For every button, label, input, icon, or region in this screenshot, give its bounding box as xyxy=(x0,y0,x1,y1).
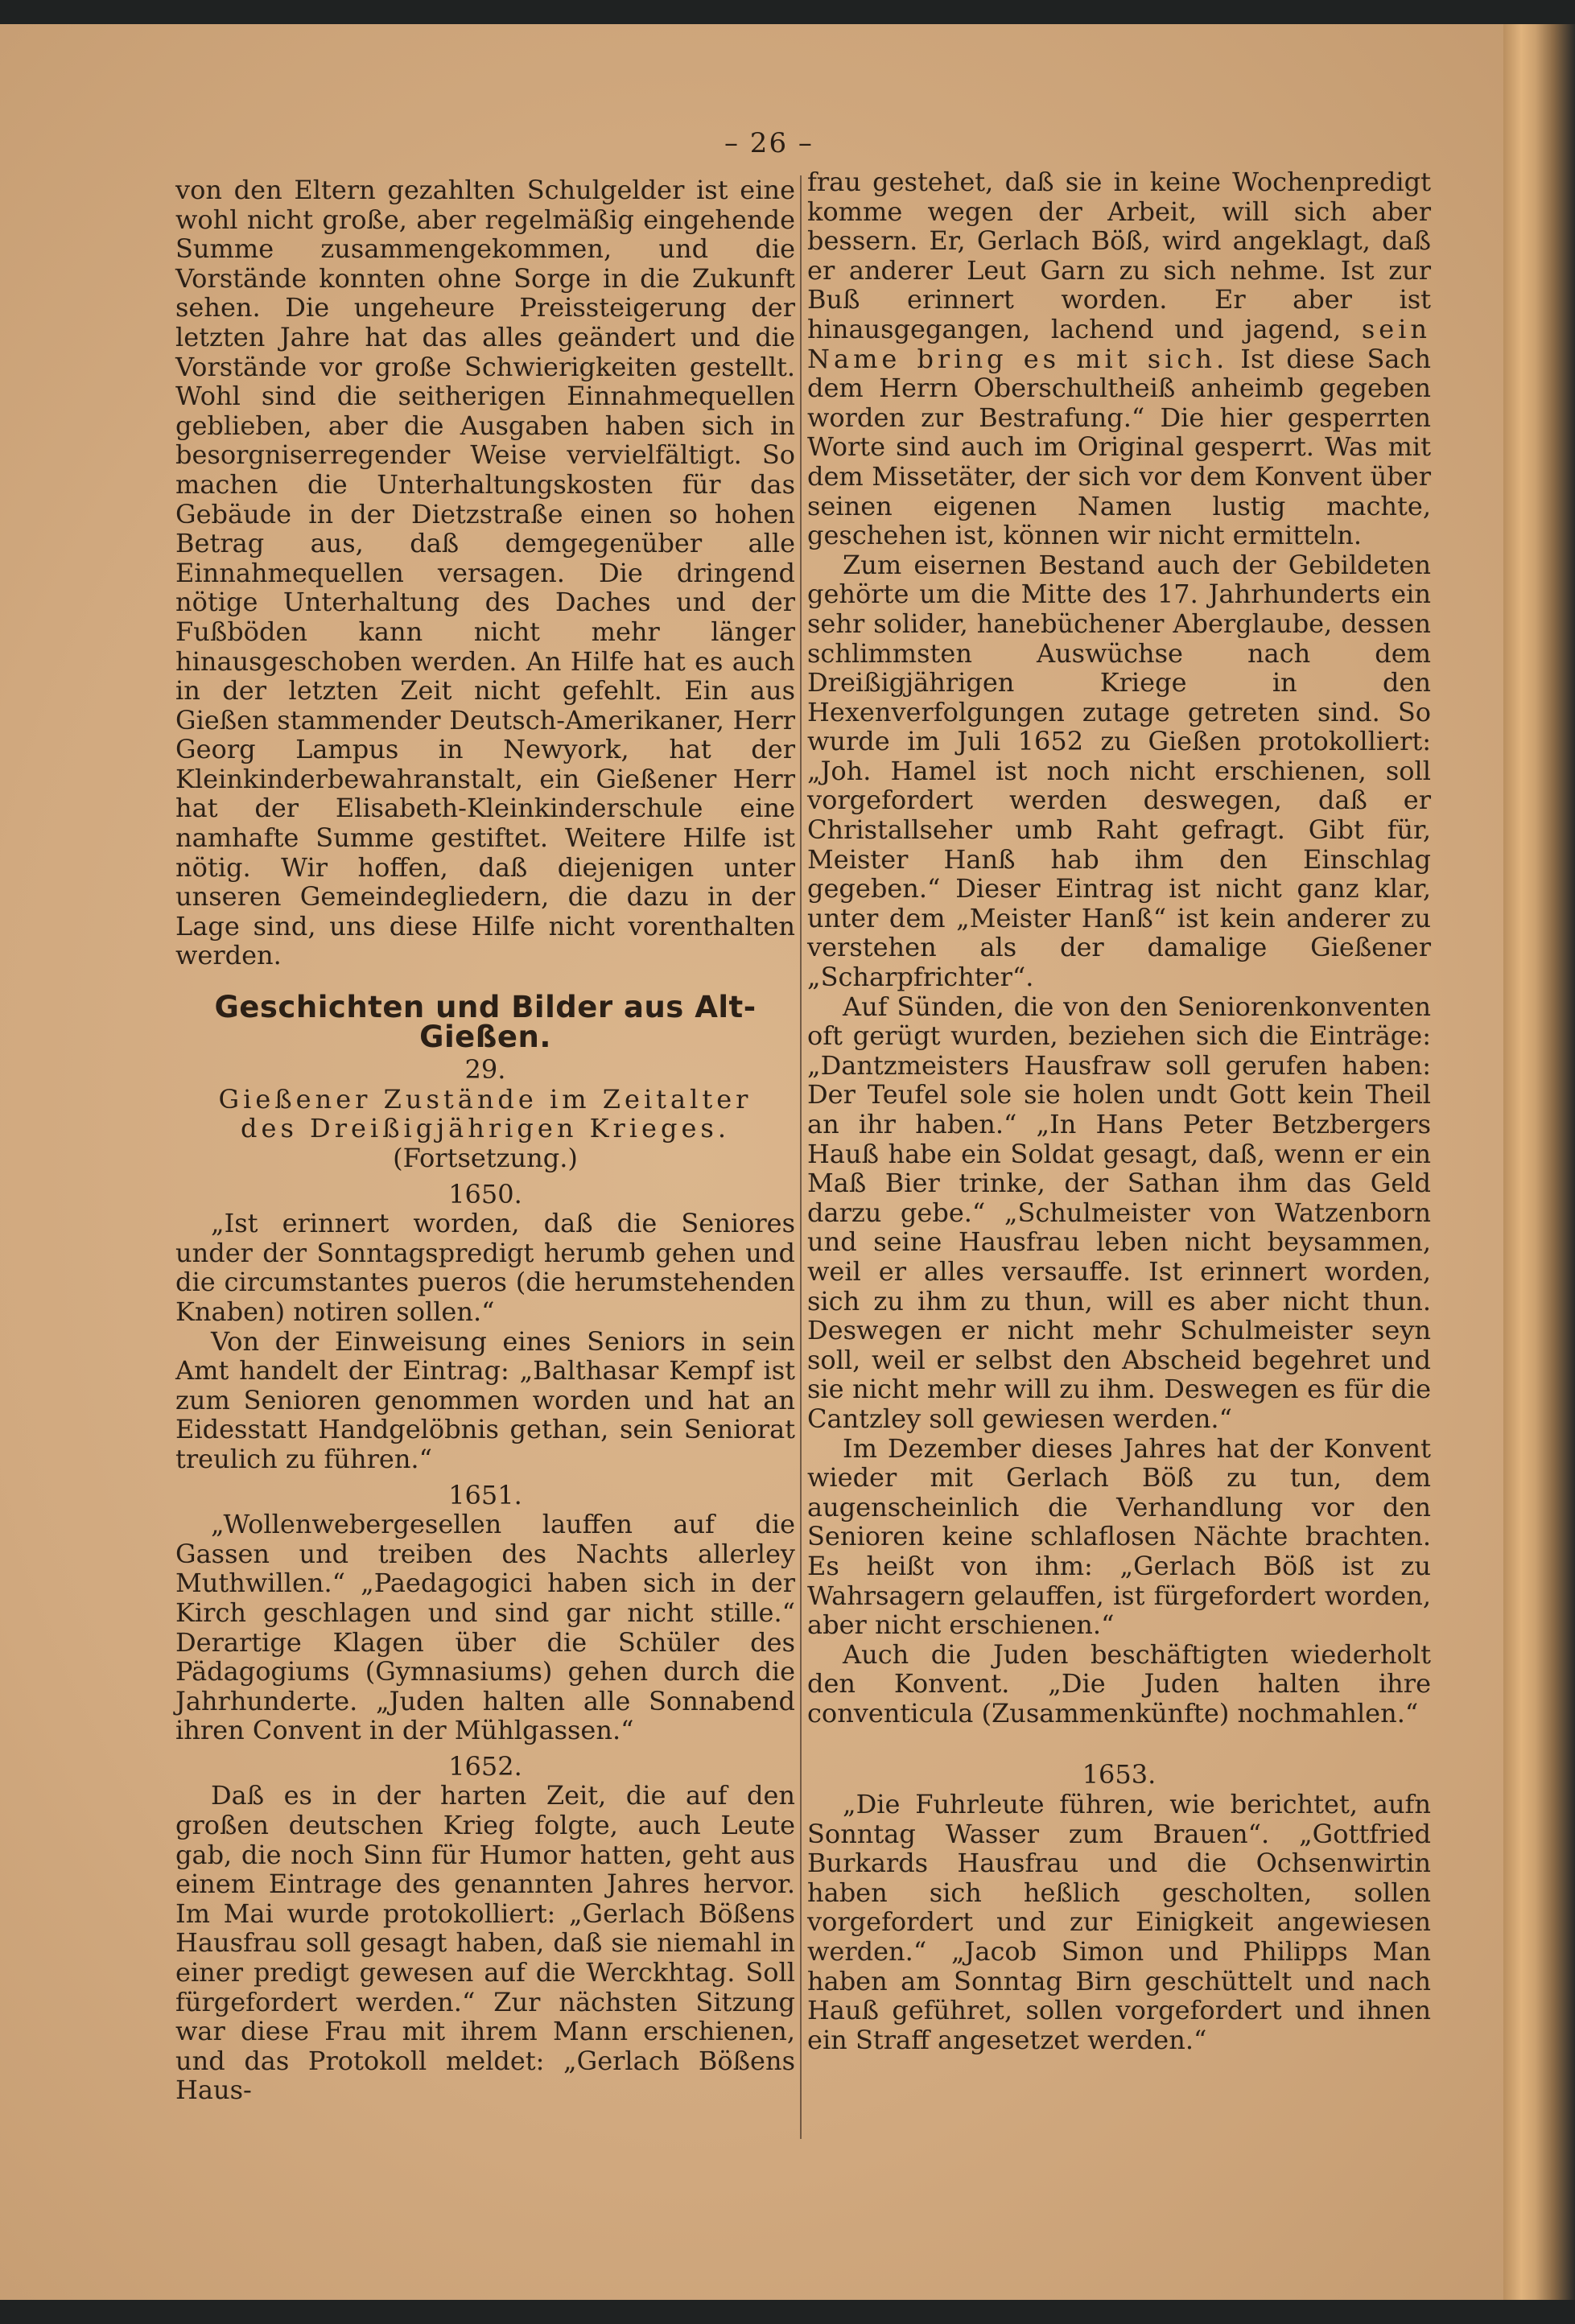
paragraph-continued xyxy=(807,167,1431,550)
paragraph-1650-b: Von der Einweisung eines Seniors in sein Amt handelt der Eintrag: „Balthasar Kempf ist zum Senioren genommen worden und hat an Eidesstatt Handgelöbnis gethan, sein Seniorat treulich zu führen.“ xyxy=(175,1325,795,1474)
year-heading-1650: 1650. xyxy=(448,1178,522,1209)
paragraph-dezember: Im Dezember dieses Jahres hat der Konvent wieder mit Gerlach Böß zu tun, dem augenscheinlich die Verhandlung vor den Senioren keine schlaflosen Nächte brachten. Es heißt von ihm: „Gerlach Böß ist zu Wahrsagern gelauffen, ist fürgefordert worden, aber nicht erschienen.“ xyxy=(807,1432,1431,1641)
intro-paragraph: von den Eltern gezahlten Schulgelder ist eine wohl nicht große, aber regelmäßig eingehende Summe zusammengekommen, und die Vorstände konnten ohne Sorge in die Zukunft sehen. Die ungeheure Preissteigerung der letzten Jahre hat das alles geändert und die Vorstände vor große Schwierigkeiten gestellt. Wohl sind die seitherigen Einnahmequellen geblieben, aber die Ausgaben haben sich in besorgniserregender Weise vervielfältigt. So machen die Unterhaltungskosten für das Gebäude in der Dietzstraße einen so hohen Betrag aus, daß demgegenüber alle Einnahmequellen versagen. Die dringend nötige Unterhaltung des Daches und der Fußböden kann nicht mehr länger hinausgeschoben werden. An Hilfe hat es auch in der letzten Zeit nicht gefehlt. Ein aus Gießen stammender Deutsch-Amerikaner, Herr Georg Lampus in Newyork, hat der Kleinkinderbewahranstalt, ein Gießener Herr hat der Elisabeth-Kleinkinderschule eine namhafte Summe gestiftet. Weitere Hilfe ist nötig. Wir hoffen, daß diejenigen unter unseren Gemeindegliedern, die dazu in der Lage sind, uns diese Hilfe nicht vorenthalten werden. xyxy=(175,175,795,971)
paragraph-1650-a: „Ist erinnert worden, daß die Seniores under der Sonntagspredigt herumb gehen und die circumstantes pueros (die herumstehenden Knaben) notiren sollen.“ xyxy=(175,1208,795,1327)
paragraph-1652: Daß es in der harten Zeit, die auf den großen deutschen Krieg folgte, auch Leute gab, die noch Sinn für Humor hatten, geht aus einem Eintrage des genannten Jahres hervor. Im Mai wurde protokolliert: „Gerlach Bößens Hausfrau soll gesagt haben, daß sie niemahl in einer predigt gewesen auf die Werckhtag. Soll fürgefordert werden.“ Zur nächsten Sitzung war diese Frau mit ihrem Mann erschienen, und das Protokoll meldet: „Gerlach Bößens Haus- xyxy=(175,1780,795,2106)
paragraph-aberglaube: Zum eisernen Bestand auch der Gebildeten gehörte um die Mitte des 17. Jahrhunderts ein sehr solider, hanebüchener Aberglaube, dessen schlimmsten Auswüchse nach dem Dreißigjährigen Kriege in den Hexenverfolgungen zutage getreten sind. So wurde im Juli 1652 zu Gießen protokolliert: „Joh. Hamel ist noch nicht erschienen, soll vorgefordert werden deswegen, daß er Christallseher umb Raht gefragt. Gibt für, Meister Hanß hab ihm den Einschlag gegeben.“ Dieser Eintrag ist nicht ganz klar, unter dem „Meister Hanß“ ist kein anderer zu verstehen als der damalige Gießener „Scharpfrichter“. xyxy=(807,549,1431,993)
column-divider xyxy=(800,175,802,2139)
spaced-quote: sein Name bring es mit sich. xyxy=(807,313,1432,374)
paragraph-suenden: Auf Sünden, die von den Seniorenkonventen oft gerügt wurden, beziehen sich die Einträge: „Dantzmeisters Hausfraw soll gerufen haben: Der Teufel sole sie holen undt Gott kein Theil an ihr haben.“ „In Hans Peter Betzbergers Hauß habe ein Soldat gesagt, daß, wenn er ein Maß Bier trinke, der Sathan ihm das Geld darzu gebe.“ „Schulmeister von Watzenborn und seine Hausfrau leben nicht beysammen, weil er alles versauffe. Ist erinnert worden, sich zu ihm zu thun, will es aber nicht thun. Deswegen er nicht mehr Schulmeister seyn soll, weil er selbst den Abscheid begehret und sie nicht mehr will zu ihm. Deswegen es für die Cantzley soll gewiesen werden.“ xyxy=(807,991,1431,1434)
continuation-note: (Fortsetzung.) xyxy=(393,1143,578,1173)
book-spine xyxy=(1503,24,1575,2300)
year-heading-1651: 1651. xyxy=(448,1479,522,1510)
page-number: – 26 – xyxy=(724,127,814,159)
article-subtitle-line-1: Gießener Zustände im Zeitalter xyxy=(218,1083,752,1115)
section-heading: Geschichten und Bilder aus Alt-Gießen. xyxy=(214,990,757,1054)
year-heading-1652: 1652. xyxy=(448,1750,522,1782)
paragraph-juden: Auch die Juden beschäftigten wiederholt den Konvent. „Die Juden halten ihre conventicula (Zusammenkünfte) nochmahlen.“ xyxy=(807,1638,1431,1729)
continued-text-1: frau gestehet, daß sie in keine Wochenpredigt komme wegen der Arbeit, will sich aber bessern. Er, Gerlach Böß, wird angeklagt, daß er anderer Leut Garn zu sich nehme. Ist zur Buß erinnert worden. Er aber ist hinausgegangen, lachend und jagend, xyxy=(807,167,1431,344)
left-column xyxy=(175,175,795,2105)
year-heading-1653: 1653. xyxy=(1082,1759,1157,1790)
right-column xyxy=(807,167,1431,2054)
article-number: 29. xyxy=(464,1054,506,1086)
paragraph-1653: „Die Fuhrleute führen, wie berichtet, aufn Sonntag Wasser zum Brauen“. „Gottfried Burkards Hausfrau und die Ochsenwirtin haben sich heßlich gescholten, sollen vorgefordert und zur Einigkeit angewiesen werden.“ „Jacob Simon und Philipps Man haben am Sonntag Birn geschüttelt und nach Hauß geführet, sollen vorgefordert und ihnen ein Straff angesetzet werden.“ xyxy=(807,1789,1431,2055)
article-subtitle-line-2: des Dreißigjährigen Krieges. xyxy=(241,1113,730,1144)
paragraph-1651: „Wollenwebergesellen lauffen auf die Gassen und treiben des Nachts allerley Muthwillen.“ „Paedagogici haben sich in der Kirch geschlagen und sind gar nicht stille.“ Derartige Klagen über die Schüler des Pädagogiums (Gymnasiums) gehen durch die Jahrhunderte. „Juden halten alle Sonnabend ihren Convent in der Mühlgassen.“ xyxy=(175,1509,795,1746)
continued-text-2: Ist diese Sach dem Herrn Oberschultheiß anheimb gegeben worden zur Bestrafung.“ Die hier gesperrten Worte sind auch im Original gesperrt. Was mit dem Missetäter, der sich vor dem Konvent über seinen eigenen Namen lustig machte, geschehen ist, können wir nicht ermitteln. xyxy=(807,343,1432,551)
